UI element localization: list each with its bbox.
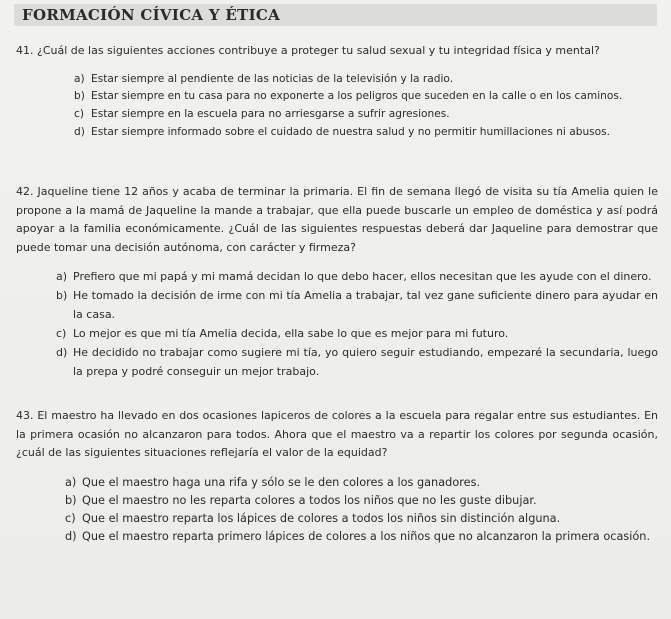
option-text: Estar siempre informado sobre el cuidado de nuestra salud y no permitir humillaciones ni abusos.: [91, 125, 611, 138]
section-title: FORMACIÓN CÍVICA Y ÉTICA: [22, 6, 281, 24]
option-text: Que el maestro haga una rifa y sólo se le den colores a los ganadores.: [82, 475, 481, 489]
option-b[interactable]: [74, 88, 634, 106]
option-letter: c): [56, 327, 67, 340]
option-c[interactable]: [56, 324, 658, 343]
option-b[interactable]: [65, 492, 659, 510]
question-stem: 41. ¿Cuál de las siguientes acciones contribuye a proteger tu salud sexual y tu integridad física y mental?: [16, 44, 600, 57]
option-letter: d): [56, 346, 68, 359]
question-42: [16, 183, 658, 381]
options-list: [56, 267, 658, 381]
option-text: Lo mejor es que mi tía Amelia decida, ella sabe lo que es mejor para mi futuro.: [73, 327, 509, 340]
option-text: Que el maestro no les reparta colores a todos los niños que no les guste dibujar.: [82, 493, 537, 507]
option-text: Estar siempre en la escuela para no arriesgarse a sufrir agresiones.: [91, 107, 450, 120]
option-letter: b): [65, 493, 77, 507]
option-text: Estar siempre al pendiente de las noticias de la televisión y la radio.: [91, 72, 454, 85]
options-list: [74, 71, 634, 142]
option-letter: a): [65, 475, 77, 489]
option-text: Que el maestro reparta primero lápices de colores a los niños que no alcanzaron la primera ocasión.: [82, 529, 651, 543]
option-letter: a): [74, 72, 85, 85]
option-c[interactable]: [74, 106, 634, 124]
question-stem: 43. El maestro ha llevado en dos ocasiones lapiceros de colores a la escuela para regalar entre sus estudiantes. En la primera ocasión no alcanzaron para todos. Ahora que el maestro va a repartir los colores por segunda ocasión, ¿cuál de las siguientes situaciones reflejaría el valor de la equidad?: [16, 409, 658, 459]
option-d[interactable]: [56, 343, 658, 381]
question-43: [16, 407, 658, 546]
option-letter: d): [74, 125, 85, 138]
option-a[interactable]: [74, 71, 634, 89]
question-stem: 42. Jaqueline tiene 12 años y acaba de terminar la primaria. El fin de semana llegó de visita su tía Amelia quien le propone a la mamá de Jaqueline la mande a trabajar, que ella puede buscarle un empleo de doméstica y así podrá apoyar a la familia económicamente. ¿Cuál de las siguientes respuestas deberá dar Jaqueline para demostrar que puede tomar una decisión autónoma, con carácter y firmeza?: [16, 185, 658, 254]
option-text: Prefiero que mi papá y mi mamá decidan lo que debo hacer, ellos necesitan que les ayude con el dinero.: [73, 270, 652, 283]
option-text: Que el maestro reparta los lápices de colores a todos los niños sin distinción alguna.: [82, 511, 561, 525]
option-letter: c): [65, 511, 76, 525]
option-letter: b): [74, 90, 85, 103]
options-list: [65, 474, 659, 546]
option-a[interactable]: [65, 474, 659, 492]
option-letter: c): [74, 107, 84, 120]
option-text: Estar siempre en tu casa para no exponerte a los peligros que suceden en la calle o en los caminos.: [91, 90, 623, 103]
option-b[interactable]: [56, 286, 658, 324]
option-text: He decidido no trabajar como sugiere mi tía, yo quiero seguir estudiando, empezaré la secundaria, luego la prepa y podré conseguir un mejor trabajo.: [73, 346, 658, 378]
option-text: He tomado la decisión de irme con mi tía Amelia a trabajar, tal vez gane suficiente dinero para ayudar en la casa.: [73, 289, 658, 321]
option-c[interactable]: [65, 510, 659, 528]
question-41: [16, 42, 658, 141]
option-letter: a): [56, 270, 68, 283]
option-letter: b): [56, 289, 68, 302]
option-a[interactable]: [56, 267, 658, 286]
option-d[interactable]: [74, 124, 634, 142]
option-letter: d): [65, 529, 77, 543]
option-d[interactable]: [65, 528, 659, 546]
